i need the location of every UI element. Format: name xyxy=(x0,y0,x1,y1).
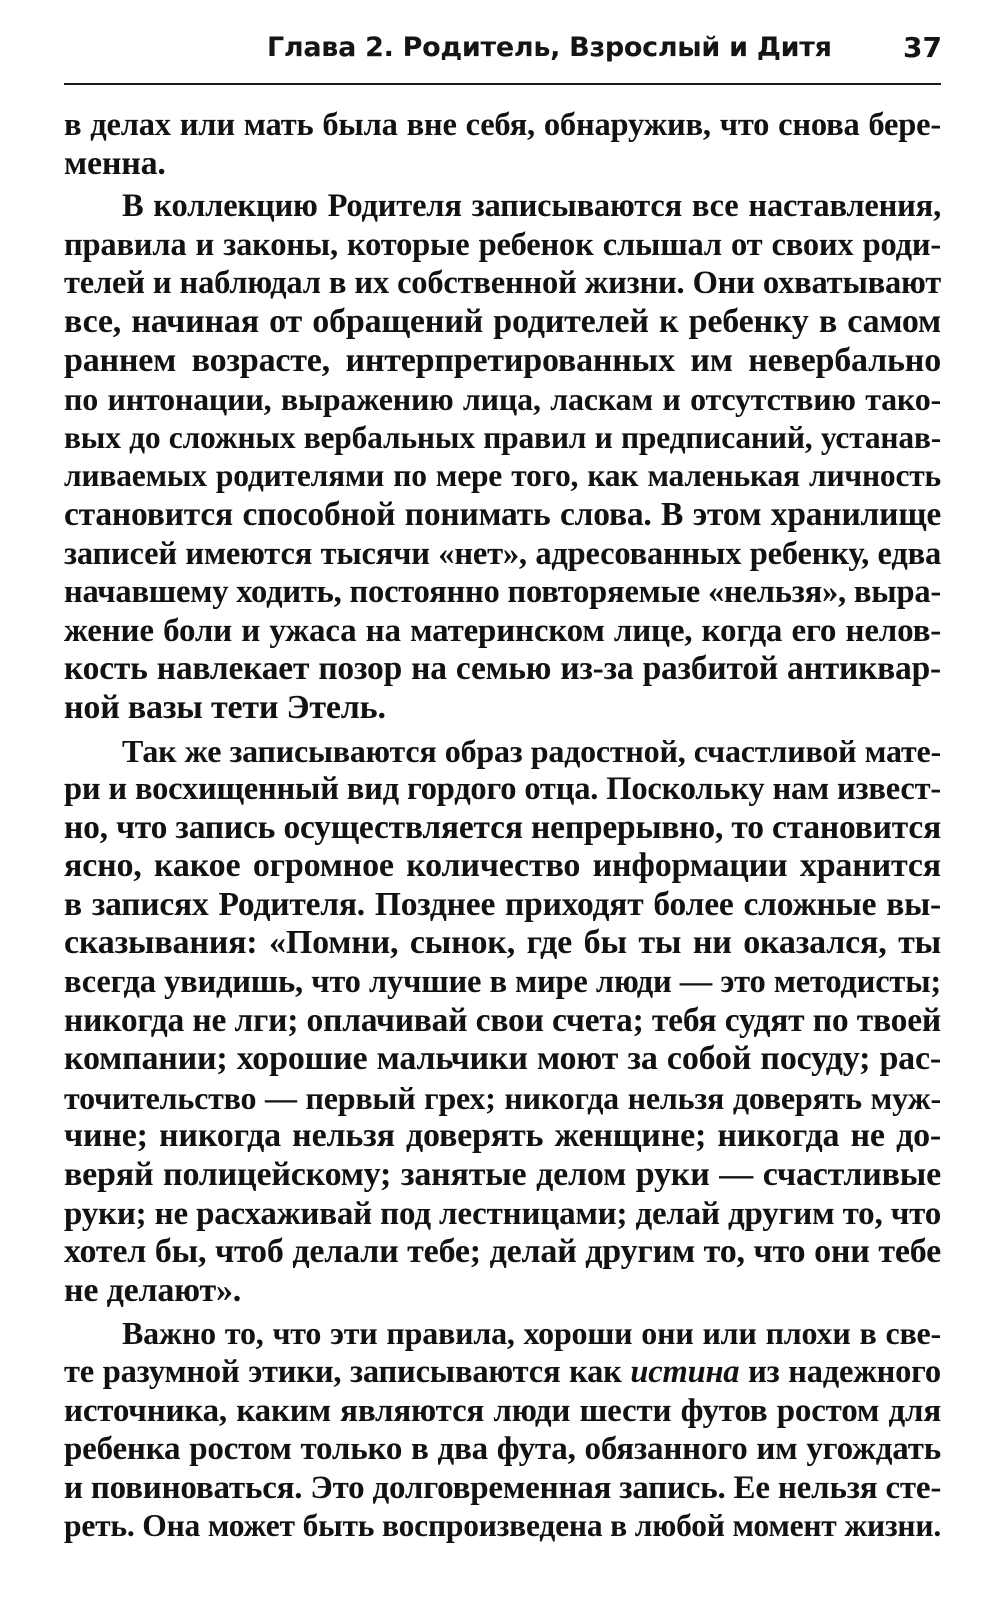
text-line: никогда не лги; оплачивай свои счета; тебя судят по твоей xyxy=(64,1001,941,1039)
text-line: хотел бы, чтоб делали тебе; делай другим то, что они тебе xyxy=(64,1233,941,1271)
text-line: ри и восхищенный вид гордого отца. Поскольку нам извест- xyxy=(64,771,941,808)
text-line: точительство — первый грех; никогда нельзя доверять муж- xyxy=(64,1079,941,1116)
text-line: ясно, какое огромное количество информации хранится xyxy=(64,847,941,885)
text-line: вых до сложных вербальных правил и предписаний, устанав- xyxy=(64,419,941,455)
text-line: всегда увидишь, что лучшие в мире люди — это методисты; xyxy=(64,964,941,1001)
text-line: Важно то, что эти правила, хороши они или плохи в све- xyxy=(122,1315,941,1352)
text-line: жение боли и ужаса на материнском лице, когда его нелов- xyxy=(64,612,941,649)
text-line: записей имеются тысячи «нет», адресованных ребенку, едва xyxy=(64,535,941,572)
text-line: чине; никогда нельзя доверять женщине; никогда не до- xyxy=(64,1117,941,1155)
text-line: ливаемых родителями по мере того, как маленькая личность xyxy=(64,458,941,494)
page-number: 37 xyxy=(903,31,942,64)
chapter-title: Глава 2. Родитель, Взрослый и Дитя xyxy=(267,32,832,63)
text-line: компании; хорошие мальчики моют за собой посуду; рас- xyxy=(64,1040,941,1078)
running-head xyxy=(62,32,942,80)
text-line: ребенка ростом только в два фута, обязанного им угождать xyxy=(64,1431,941,1468)
text-line: источника, каким являются люди шести футов ростом для xyxy=(64,1392,941,1429)
text-line: но, что запись осуществляется непрерывно, то становится xyxy=(64,808,941,846)
header-rule xyxy=(64,83,941,85)
paragraph xyxy=(64,187,941,727)
emphasized-word: истина xyxy=(630,1354,740,1390)
text-line: телей и наблюдал в их собственной жизни. Они охватывают xyxy=(64,265,941,302)
text-line: веряй полицейскому; занятые делом руки — счастливые xyxy=(64,1156,941,1194)
text-line: Так же записываются образ радостной, счастливой мате- xyxy=(122,732,941,769)
text-line: сказывания: «Помни, сынок, где бы ты ни оказался, ты xyxy=(64,924,941,962)
text-line: и повиноваться. Это долговременная запись. Ее нельзя сте- xyxy=(64,1469,942,1506)
text-line: в записях Родителя. Позднее приходят более сложные вы- xyxy=(64,885,941,923)
text-line: все, начиная от обращений родителей к ребенку в самом xyxy=(64,302,941,340)
text-line-with-emphasis xyxy=(64,1353,941,1392)
text-line: не делают». xyxy=(64,1271,242,1309)
text-line: раннем возрасте, интерпретированных им невербально xyxy=(64,341,941,379)
paragraph xyxy=(64,732,941,1311)
text-line: реть. Она может быть воспроизведена в любой момент жизни. xyxy=(64,1508,941,1544)
text-line: В коллекцию Родителя записываются все наставления, xyxy=(122,188,941,225)
text-line: менна. xyxy=(64,144,166,182)
text-line: по интонации, выражению лица, ласкам и отсутствию тако- xyxy=(64,381,941,418)
text-line: ной вазы тети Этель. xyxy=(64,688,386,726)
text-line: в делах или мать была вне себя, обнаружив, что снова бере- xyxy=(64,107,941,143)
text-line: правила и законы, которые ребенок слышал от своих роди- xyxy=(64,226,941,263)
text-line: кость навлекает позор на семью из-за разбитой антиквар- xyxy=(64,650,941,688)
text-line: становится способной понимать слова. В этом хранилище xyxy=(64,495,941,533)
text-line: руки; не расхаживай под лестницами; делай другим то, что xyxy=(64,1195,941,1232)
paragraph xyxy=(64,1314,941,1546)
paragraph xyxy=(64,106,941,183)
body-text xyxy=(64,106,941,1546)
text-segment: из надежного xyxy=(739,1354,941,1390)
text-segment: те разумной этики, записываются как xyxy=(64,1354,631,1390)
text-line: начавшему ходить, постоянно повторяемые «нельзя», выра- xyxy=(64,574,941,611)
